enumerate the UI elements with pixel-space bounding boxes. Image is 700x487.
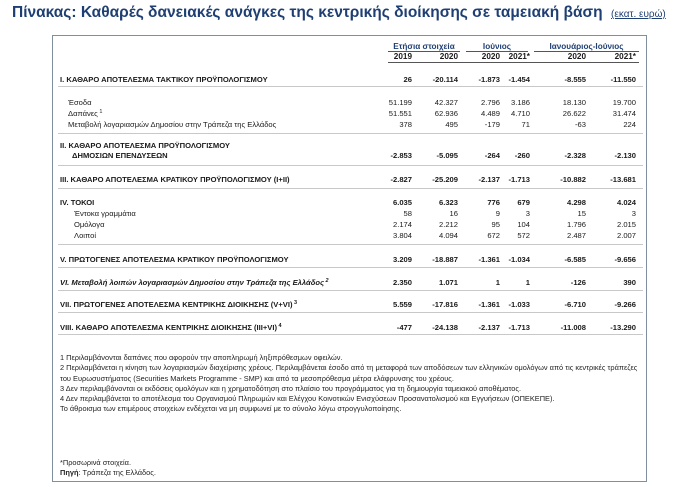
row-value: -1.033 xyxy=(508,300,530,309)
row-value: 3.209 xyxy=(392,255,412,264)
row-separator xyxy=(58,267,643,268)
row-label: V. ΠΡΩΤΟΓΕΝΕΣ ΑΠΟΤΕΛΕΣΜΑ ΚΡΑΤΙΚΟΥ ΠΡΟΫΠΟΛΟΓΙΣΜΟΥ xyxy=(60,255,289,264)
row-separator xyxy=(58,334,643,335)
row-value: 1.796 xyxy=(566,220,586,229)
row-value: 2.174 xyxy=(392,220,412,229)
row-value: 9 xyxy=(495,209,500,218)
row-label: Ομόλογα xyxy=(74,220,105,229)
row-label: IV. ΤΟΚΟΙ xyxy=(60,198,95,207)
header-year: 2020 xyxy=(567,52,586,61)
row-value: -25.209 xyxy=(432,175,458,184)
table-row xyxy=(60,174,650,185)
row-value: -17.816 xyxy=(432,300,458,309)
row-value: 51.199 xyxy=(388,98,412,107)
row-value: 4.094 xyxy=(438,231,458,240)
header-group-june: Ιούνιος xyxy=(482,42,512,51)
row-value: 15 xyxy=(577,209,586,218)
row-value: -2.827 xyxy=(390,175,412,184)
row-value: -1.713 xyxy=(508,175,530,184)
row-value: -6.710 xyxy=(564,300,586,309)
row-value: 2.015 xyxy=(616,220,636,229)
row-value: 495 xyxy=(445,120,458,129)
row-value: 4.489 xyxy=(480,109,500,118)
row-label: ΔΗΜΟΣΙΩΝ ΕΠΕΝΔΥΣΕΩΝ xyxy=(72,151,168,160)
row-value: 16 xyxy=(449,209,458,218)
row-value: -1.361 xyxy=(478,300,500,309)
note-rounding: Το άθροισμα των επιμέρους στοιχείων ενδέχεται να μη συμφωνεί με το σύνολο λόγω στρογγυλοποίησης. xyxy=(60,404,402,414)
row-value: -24.138 xyxy=(432,323,458,332)
row-value: 6.323 xyxy=(438,198,458,207)
row-value: 95 xyxy=(491,220,500,229)
row-value: -9.656 xyxy=(614,255,636,264)
row-value: 3.186 xyxy=(510,98,530,107)
note-1: 1 Περιλαμβάνονται δαπάνες που αφορούν την αποπληρωμή ληξιπρόθεσμων οφειλών. xyxy=(60,353,343,362)
row-value: -11.008 xyxy=(560,323,586,332)
header-bottom-rule xyxy=(388,62,639,63)
row-value: 62.936 xyxy=(434,109,458,118)
row-separator xyxy=(58,312,643,313)
header-group-annual: Ετήσια στοιχεία xyxy=(393,42,455,51)
row-label: Δαπάνες $^1$ xyxy=(68,109,103,118)
page-title xyxy=(12,4,692,28)
row-value: -8.555 xyxy=(564,75,586,84)
row-value: 71 xyxy=(521,120,530,129)
row-value: -13.290 xyxy=(610,323,636,332)
row-value: -1.713 xyxy=(508,323,530,332)
row-separator xyxy=(58,133,643,134)
row-value: -13.681 xyxy=(610,175,636,184)
source-text: : Τράπεζα της Ελλάδος. xyxy=(78,468,156,477)
row-label: Έσοδα xyxy=(68,98,92,107)
row-label: VII. ΠΡΩΤΟΓΕΝΕΣ ΑΠΟΤΕΛΕΣΜΑ ΚΕΝΤΡΙΚΗΣ ΔΙΟΙΚΗΣΗΣ (V+VI) $^3$ xyxy=(60,300,298,309)
row-value: 26.622 xyxy=(562,109,586,118)
table-row xyxy=(60,119,650,130)
row-label: III. ΚΑΘΑΡΟ ΑΠΟΤΕΛΕΣΜΑ ΚΡΑΤΙΚΟΥ ΠΡΟΫΠΟΛΟΓΙΣΜΟΥ (I+II) xyxy=(60,175,290,184)
row-value: -11.550 xyxy=(610,75,636,84)
row-value: -2.853 xyxy=(390,151,412,160)
row-value: 4.298 xyxy=(566,198,586,207)
row-value: -264 xyxy=(484,151,500,160)
row-value: 3.804 xyxy=(392,231,412,240)
row-value: 224 xyxy=(623,120,636,129)
table-row xyxy=(60,277,650,288)
table-row xyxy=(60,322,650,333)
row-value: 51.551 xyxy=(388,109,412,118)
row-value: -2.328 xyxy=(564,151,586,160)
row-value: -179 xyxy=(484,120,500,129)
table-row xyxy=(60,108,650,119)
header-year: 2020 xyxy=(439,52,458,61)
row-value: 104 xyxy=(517,220,530,229)
row-value: 572 xyxy=(517,231,530,240)
row-label: VIII. ΚΑΘΑΡΟ ΑΠΟΤΕΛΕΣΜΑ ΚΕΝΤΡΙΚΗΣ ΔΙΟΙΚΗΣΗΣ (III+VI) $^4$ xyxy=(60,323,282,332)
row-value: 6.035 xyxy=(392,198,412,207)
table-row xyxy=(60,299,650,310)
row-value: 776 xyxy=(487,198,500,207)
row-value: -1.454 xyxy=(508,75,530,84)
row-value: 2.796 xyxy=(480,98,500,107)
row-value: 26 xyxy=(403,75,412,84)
row-separator xyxy=(58,244,643,245)
row-value: -20.114 xyxy=(432,75,458,84)
row-value: 679 xyxy=(517,198,530,207)
table-title: Πίνακας: Καθαρές δανειακές ανάγκες της κεντρικής διοίκησης σε ταμειακή βάση xyxy=(12,4,603,21)
header-year: 2021* xyxy=(614,52,636,61)
table-row xyxy=(60,208,650,219)
row-separator xyxy=(58,165,643,166)
row-value: 19.700 xyxy=(612,98,636,107)
header-group-jan-june: Ιανουάριος-Ιούνιος xyxy=(549,42,624,51)
row-value: 4.024 xyxy=(616,198,636,207)
row-value: 672 xyxy=(487,231,500,240)
row-value: -2.130 xyxy=(614,151,636,160)
row-value: -63 xyxy=(575,120,586,129)
header-year: 2019 xyxy=(393,52,412,61)
table-row xyxy=(60,97,650,108)
row-value: -2.137 xyxy=(478,323,500,332)
row-value: 2.487 xyxy=(566,231,586,240)
row-value: 390 xyxy=(623,278,636,287)
source-label: Πηγή xyxy=(60,468,79,477)
row-value: 1 xyxy=(525,278,530,287)
header-year: 2020 xyxy=(481,52,500,61)
notes-section xyxy=(60,353,642,415)
row-value: -1.873 xyxy=(478,75,500,84)
row-separator xyxy=(58,188,643,189)
row-value: -9.266 xyxy=(614,300,636,309)
row-value: -2.137 xyxy=(478,175,500,184)
note-2: 2 Περιλαμβάνεται η κίνηση των λογαριασμών διαχείρισης χρέους. Περιλαμβάνεται έσοδο από τη μεταφορά των αποδόσεων των ελληνικών ομολόγων από τις κεντρικές τράπεζες του Ευρωσυστήματος (Securities Markets Programme - SMP) και από τα μεσοπρόθεσμα μέτρα ελάφρυνσης του χρέους. xyxy=(60,363,638,383)
row-value: 18.130 xyxy=(562,98,586,107)
row-label: I. ΚΑΘΑΡΟ ΑΠΟΤΕΛΕΣΜΑ ΤΑΚΤΙΚΟΥ ΠΡΟΫΠΟΛΟΓΙΣΜΟΥ xyxy=(60,75,268,84)
row-value: 3 xyxy=(525,209,530,218)
row-value: -10.882 xyxy=(560,175,586,184)
row-label: VI. Μεταβολή λοιπών λογαριασμών Δημοσίου στην Τράπεζα της Ελλάδος $^2$ xyxy=(60,278,329,287)
row-value: 2.007 xyxy=(616,231,636,240)
footer xyxy=(60,458,156,478)
table-row xyxy=(60,254,650,265)
row-label: II. ΚΑΘΑΡΟ ΑΠΟΤΕΛΕΣΜΑ ΠΡΟΫΠΟΛΟΓΙΣΜΟΥ xyxy=(60,141,230,150)
row-label: Έντοκα γραμμάτια xyxy=(74,209,136,218)
row-value: 58 xyxy=(403,209,412,218)
row-value: 378 xyxy=(399,120,412,129)
row-value: 1.071 xyxy=(438,278,458,287)
row-value: 31.474 xyxy=(612,109,636,118)
row-label: Λοιποί xyxy=(74,231,97,240)
unit-label[interactable]: (εκατ. ευρώ) xyxy=(611,9,666,20)
row-value: -126 xyxy=(570,278,586,287)
table-row xyxy=(60,219,650,230)
source-line xyxy=(60,468,156,478)
row-separator xyxy=(58,290,643,291)
provisional-note: *Προσωρινά στοιχεία. xyxy=(60,458,131,467)
row-value: 2.350 xyxy=(392,278,412,287)
row-value: -5.095 xyxy=(436,151,458,160)
row-value: 5.559 xyxy=(392,300,412,309)
row-value: -477 xyxy=(396,323,412,332)
row-separator xyxy=(58,86,643,87)
table-row xyxy=(60,74,650,85)
row-value: 3 xyxy=(631,209,636,218)
row-value: 4.710 xyxy=(510,109,530,118)
row-value: 2.212 xyxy=(438,220,458,229)
header-year: 2021* xyxy=(508,52,530,61)
table-row xyxy=(60,150,650,161)
row-value: -1.361 xyxy=(478,255,500,264)
table-row xyxy=(60,230,650,241)
note-4: 4 Δεν περιλαμβάνεται το αποτέλεσμα του Οργανισμού Πληρωμών και Ελέγχου Κοινοτικών Ενισχύσεων Προσανατολισμού και Εγγυήσεων (ΟΠΕΚΕΠΕ). xyxy=(60,394,555,404)
note-3: 3 Δεν περιλαμβάνονται οι εκδόσεις ομολόγων και η χρηματοδότηση στο πλαίσιο του προγράμματος για τη δημιουργία ταμειακού αποθέματος. xyxy=(60,383,521,393)
row-label: Μεταβολή λογαριασμών Δημοσίου στην Τράπεζα της Ελλάδος xyxy=(68,120,277,129)
table-row xyxy=(60,197,650,208)
row-value: -260 xyxy=(514,151,530,160)
row-value: -6.585 xyxy=(564,255,586,264)
row-value: -1.034 xyxy=(508,255,530,264)
row-value: 42.327 xyxy=(434,98,458,107)
row-value: 1 xyxy=(495,278,500,287)
row-value: -18.887 xyxy=(432,255,458,264)
